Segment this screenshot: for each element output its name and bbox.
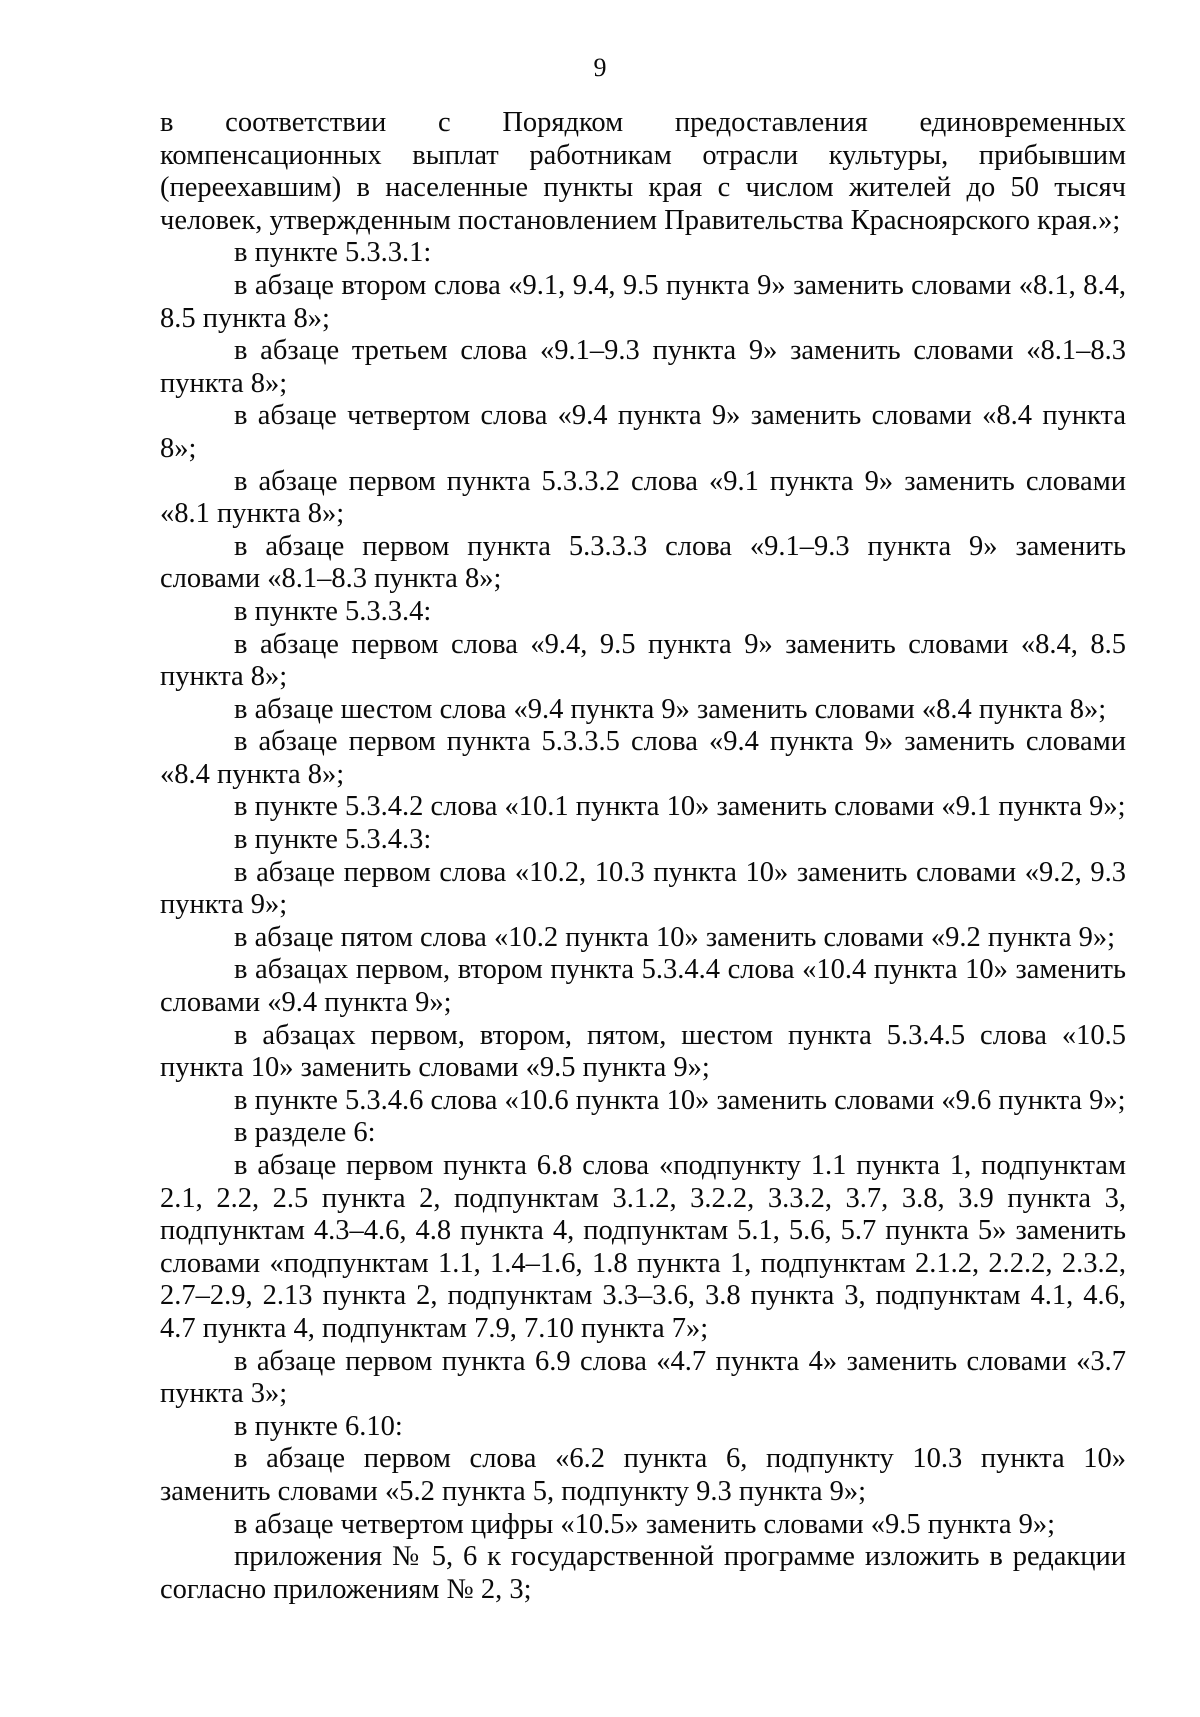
paragraph: в абзаце первом пункта 5.3.3.3 слова «9.1–9.3 пункта 9» заменить словами «8.1–8.3 пункта 8»; bbox=[160, 530, 1126, 595]
paragraph: в абзаце первом пункта 5.3.3.2 слова «9.1 пункта 9» заменить словами «8.1 пункта 8»; bbox=[160, 465, 1126, 530]
paragraph: в абзацах первом, втором пункта 5.3.4.4 слова «10.4 пункта 10» заменить словами «9.4 пункта 9»; bbox=[160, 954, 1126, 1019]
page-number: 9 bbox=[593, 53, 607, 82]
paragraph: в абзацах первом, втором, пятом, шестом пункта 5.3.4.5 слова «10.5 пункта 10» заменить словами «9.5 пункта 9»; bbox=[160, 1019, 1126, 1084]
paragraph: в пункте 5.3.3.4: bbox=[234, 595, 432, 627]
paragraph: в абзаце втором слова «9.1, 9.4, 9.5 пункта 9» заменить словами «8.1, 8.4, 8.5 пункта 8»; bbox=[160, 269, 1126, 334]
paragraph: в абзаце первом пункта 6.9 слова «4.7 пункта 4» заменить словами «3.7 пункта 3»; bbox=[160, 1345, 1126, 1410]
paragraph: в абзаце первом слова «6.2 пункта 6, подпункту 10.3 пункта 10» заменить словами «5.2 пункта 5, подпункту 9.3 пункта 9»; bbox=[160, 1443, 1126, 1507]
paragraph: в абзаце шестом слова «9.4 пункта 9» заменить словами «8.4 пункта 8»; bbox=[234, 693, 1107, 725]
paragraph: в абзаце четвертом цифры «10.5» заменить словами «9.5 пункта 9»; bbox=[234, 1508, 1056, 1540]
paragraph: в абзаце первом слова «9.4, 9.5 пункта 9» заменить словами «8.4, 8.5 пункта 8»; bbox=[160, 628, 1126, 693]
paragraph: в пункте 5.3.4.6 слова «10.6 пункта 10» заменить словами «9.6 пункта 9»; bbox=[234, 1084, 1126, 1116]
paragraph: в разделе 6: bbox=[234, 1117, 376, 1149]
paragraph: в пункте 5.3.3.1: bbox=[234, 237, 432, 269]
paragraph: в абзаце третьем слова «9.1–9.3 пункта 9» заменить словами «8.1–8.3 пункта 8»; bbox=[160, 335, 1126, 399]
paragraph: в пункте 6.10: bbox=[234, 1410, 403, 1442]
paragraph: в соответствии с Порядком предоставления единовременных компенсационных выплат работникам отрасли культуры, прибывшим (переехавшим) в населенные пункты края с числом жителей до 50 тысяч человек, утвержденным постановлением Правительства Красноярского края.»; bbox=[160, 107, 1126, 236]
paragraph: в абзаце первом пункта 6.8 слова «подпункту 1.1 пункта 1, подпунктам 2.1, 2.2, 2.5 пункта 2, подпунктам 3.1.2, 3.2.2, 3.3.2, 3.7, 3.8, 3.9 пункта 3, подпунктам 4.3–4.6, 4.8 пункта 4, подпунктам 5.1, 5.6, 5.7 пункта 5» заменить словами «подпунктам 1.1, 1.4–1.6, 1.8 пункта 1, подпунктам 2.1.2, 2.2.2, 2.3.2, 2.7–2.9, 2.13 пункта 2, подпунктам 3.3–3.6, 3.8 пункта 3, подпунктам 4.1, 4.6, 4.7 пункта 4, подпунктам 7.9, 7.10 пункта 7»; bbox=[160, 1150, 1126, 1344]
document-body bbox=[160, 107, 1126, 1606]
paragraph: в пункте 5.3.4.2 слова «10.1 пункта 10» заменить словами «9.1 пункта 9»; bbox=[234, 791, 1126, 823]
paragraph: в пункте 5.3.4.3: bbox=[234, 824, 432, 856]
paragraph: приложения № 5, 6 к государственной программе изложить в редакции согласно приложениям № 2, 3; bbox=[160, 1541, 1126, 1605]
paragraph: в абзаце первом слова «10.2, 10.3 пункта 10» заменить словами «9.2, 9.3 пункта 9»; bbox=[160, 856, 1126, 921]
paragraph: в абзаце четвертом слова «9.4 пункта 9» заменить словами «8.4 пункта 8»; bbox=[160, 400, 1126, 464]
paragraph: в абзаце первом пункта 5.3.3.5 слова «9.4 пункта 9» заменить словами «8.4 пункта 8»; bbox=[160, 726, 1126, 790]
paragraph: в абзаце пятом слова «10.2 пункта 10» заменить словами «9.2 пункта 9»; bbox=[234, 921, 1116, 953]
